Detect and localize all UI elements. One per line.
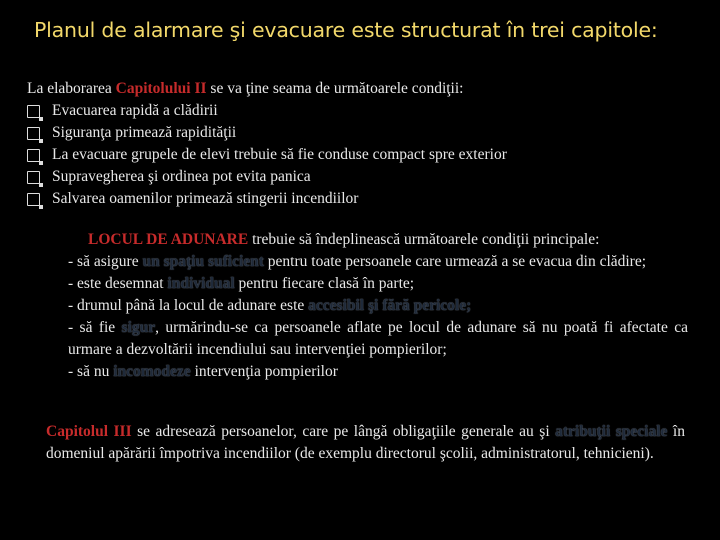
chapter3-highlight: Capitolul III <box>46 423 132 440</box>
keyword-individual: individual <box>167 275 235 292</box>
slide-title: Planul de alarmare şi evacuare este structurat în trei capitole: <box>34 18 658 42</box>
keyword-accessible: accesibil şi fără pericole; <box>308 297 472 314</box>
line-text: - să nu <box>68 363 114 380</box>
bullet-box-icon <box>27 171 40 184</box>
bullet-box-icon <box>27 127 40 140</box>
chapter3-post: în domeniul apărării împotriva incendiilor (de exemplu directorul şcolii, administratorul, tehnicieni). <box>46 423 685 462</box>
chapter3-section <box>27 421 685 465</box>
chapter3-mid: se adresează persoanelor, care pe lângă obligaţiile generale au şi <box>131 423 556 440</box>
bullet-text: La evacuare grupele de elevi trebuie să fie conduse compact spre exterior <box>52 146 507 163</box>
keyword-safe: sigur <box>121 319 156 336</box>
bullet-text: Salvarea oamenilor primează stingerii incendiilor <box>52 190 359 207</box>
list-item <box>27 188 707 210</box>
bullet-box-icon <box>27 193 40 206</box>
line-text: intervenţia pompierilor <box>190 363 338 380</box>
line-text: pentru fiecare clasă în parte; <box>234 275 415 292</box>
chapter2-section <box>27 78 707 210</box>
meeting-place-section <box>68 229 688 383</box>
keyword-special-duties: atribuţii speciale <box>555 423 668 440</box>
intro-post: se va ţine seama de următoarele condiţii: <box>206 80 464 97</box>
meeting-title: LOCUL DE ADUNARE <box>88 231 249 248</box>
bullet-box-icon <box>27 149 40 162</box>
meeting-line-2 <box>68 273 688 295</box>
meeting-line-1 <box>68 251 688 273</box>
line-text: - să fie <box>68 319 122 336</box>
chapter2-intro <box>27 78 707 100</box>
keyword-obstruct: incomodeze <box>113 363 191 380</box>
list-item <box>27 166 707 188</box>
meeting-line-3 <box>68 295 688 317</box>
meeting-heading <box>68 229 688 251</box>
list-item <box>27 100 707 122</box>
list-item <box>27 122 707 144</box>
meeting-line-4 <box>68 317 688 361</box>
line-text: - drumul până la locul de adunare este <box>68 297 309 314</box>
line-text: pentru toate persoanele care urmează a se evacua din clădire; <box>263 253 647 270</box>
list-item <box>27 144 707 166</box>
conditions-list <box>27 100 707 210</box>
bullet-text: Evacuarea rapidă a clădirii <box>52 102 218 119</box>
bullet-box-icon <box>27 105 40 118</box>
chapter3-paragraph <box>27 421 685 465</box>
line-text: , urmărindu-se ca persoanele aflate pe locul de adunare să nu poată fi afectate ca urmare a dezvoltării incendiului sau intervenţiei pompierilor; <box>68 319 688 358</box>
bullet-text: Siguranţa primează rapidităţii <box>52 124 237 141</box>
meeting-title-rest: trebuie să îndeplinească următoarele condiţii principale: <box>248 231 600 248</box>
bullet-text: Supravegherea şi ordinea pot evita panica <box>52 168 311 185</box>
line-text: - este desemnat <box>68 275 168 292</box>
chapter2-highlight: Capitolului II <box>115 80 207 97</box>
meeting-line-5 <box>68 361 688 383</box>
keyword-space: un spaţiu suficient <box>142 253 264 270</box>
intro-pre: La elaborarea <box>27 80 116 97</box>
line-text: - să asigure <box>68 253 143 270</box>
